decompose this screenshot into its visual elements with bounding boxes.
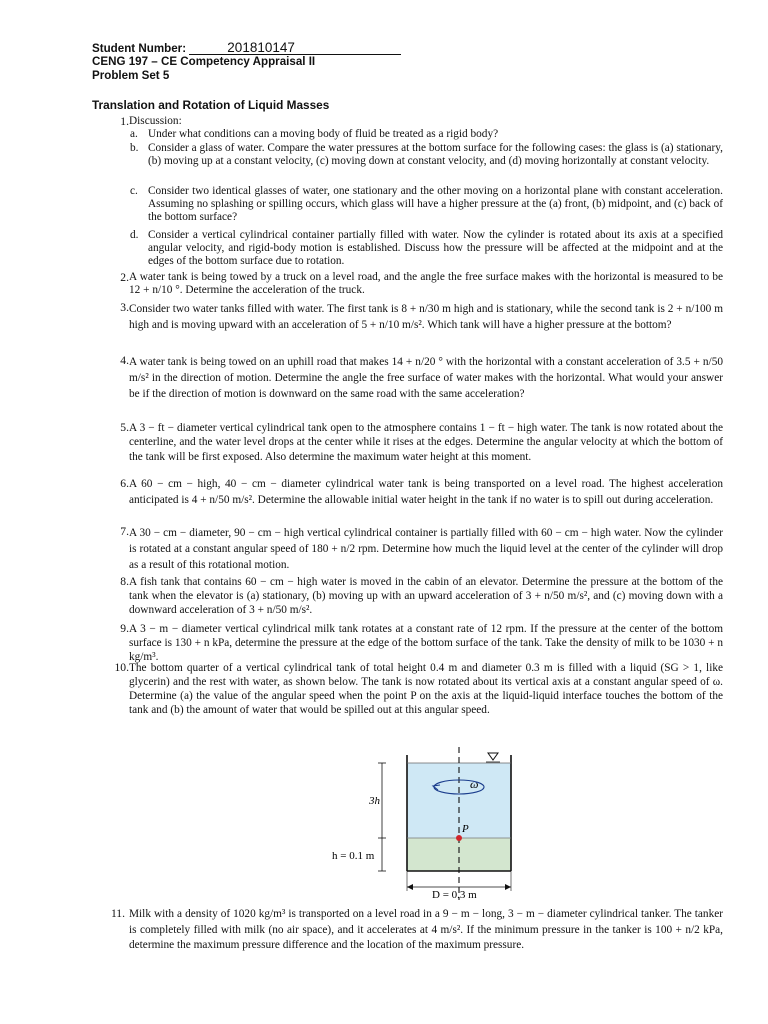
problem-text: Milk with a density of 1020 kg/m³ is transported on a level road in a 9 − m − long, 3 − m − diameter cylindrical tanker. The tanker is completely filled with milk (no air space), and it accelerates at 4 m/s². If the minimum pressure in the tanker is 100 + n/2 kPa, determine the maximum pressure difference and the location of the maximum pressure. — [129, 908, 723, 952]
problem-text: A water tank is being towed by a truck on a level road, and the angle the free surface makes with the horizontal is measured to be 12 + n/10 °. Determine the acceleration of the truck. — [129, 271, 723, 297]
student-number-label: Student Number — [92, 42, 183, 55]
problem-text: A 60 − cm − high, 40 − cm − diameter cylindrical water tank is being transported on a level road. The highest acceleration anticipated is 4 + n/50 m/s². Determine the allowable initial water height in the tank if no water is to spill out during acceleration. — [129, 478, 723, 506]
problem-number: 2. — [120, 271, 129, 284]
free-surface-marker-icon — [488, 753, 498, 760]
problem-text: A fish tank that contains 60 − cm − high water is moved in the cabin of an elevator. Determine the pressure at the bottom of the tank when the elevator is (a) stationary, (b) moving up with an upward acceleration of 3 + n/50 m/s², and (c) moving down with a downward acceleration of 3 + n/50 m/s². — [129, 576, 723, 617]
dimension-d-label: D = 0.3 m — [432, 889, 477, 901]
problem-number: 3. — [120, 301, 129, 314]
problem-set-title: Problem Set 5 — [92, 69, 170, 82]
subitem-letter: a. — [130, 128, 138, 140]
subitem-text: Under what conditions can a moving body of fluid be treated as a rigid body? — [148, 128, 499, 140]
problem-text: A water tank is being towed on an uphill road that makes 14 + n/20 ° with the horizontal with a constant acceleration of 3.5 + n/50 m/s² in the direction of motion. Determine the angle the free surface of water makes with the horizontal. What would your answer be if the direction of motion is downward on the same road with the same acceleration? — [129, 356, 723, 400]
problem-text: A 3 − ft − diameter vertical cylindrical tank open to the atmosphere contains 1 − ft − high water. The tank is now rotated about the centerline, and the water level drops at the center while it rises at the edges. Determine the angular velocity at which the bottom of the tank will be first exposed. Also determine the maximum water height at this moment. — [129, 422, 723, 463]
point-p-label: P — [462, 823, 469, 835]
student-number-value: 201810147 — [189, 41, 401, 55]
point-p — [456, 835, 462, 841]
subitem-text: Consider two identical glasses of water, one stationary and the other moving on a horizontal plane with constant acceleration. Assuming no splashing or spilling occurs, which glass will have a higher pressure at the (a) front, (b) midpoint, and (c) back of the bottom surface? — [148, 185, 723, 224]
problem-text: A 3 − m − diameter vertical cylindrical milk tank rotates at a constant rate of 12 rpm. If the pressure at the center of the bottom surface is 130 + n kPa, determine the pressure at the edge of the bottom surface of the tank. Take the density of milk to be 1030 + n kg/m³. — [129, 623, 723, 663]
problem-number: 8. — [120, 575, 129, 588]
subitem-letter: d. — [130, 229, 139, 241]
problem-number: 9. — [120, 622, 129, 635]
subitem-letter: c. — [130, 185, 138, 197]
problem-number: 5. — [120, 421, 129, 434]
dimension-h-label: h = 0.1 m — [332, 850, 375, 862]
rotating-tank-figure — [320, 745, 550, 905]
dimension-3h-label: 3h — [369, 795, 380, 807]
problem-number: 6. — [120, 477, 129, 490]
problem-text: A 30 − cm − diameter, 90 − cm − high vertical cylindrical container is partially filled with 60 − cm − high water. Now the cylinder is rotated at a constant angular speed of 180 + n/2 rpm. Determine how much the liquid level at the center of the cylinder will drop as a result of this rotational motion. — [129, 527, 723, 571]
subitem-letter: b. — [130, 142, 139, 154]
problem-number: 11. — [110, 907, 125, 920]
omega-label: ω — [470, 777, 479, 791]
subitem-text: Consider a glass of water. Compare the water pressures at the bottom surface for the following cases: the glass is (a) stationary, (b) moving up at a constant velocity, (c) moving down at constant velocity, and (d) moving horizontally at constant velocity. — [148, 142, 723, 168]
problem-text: Discussion: — [129, 115, 182, 127]
problem-number: 10. — [114, 661, 129, 674]
problem-number: 4. — [120, 354, 129, 367]
problem-number: 1. — [120, 115, 129, 128]
student-number-line: Student Number: 201810147 — [92, 41, 401, 55]
problem-number: 7. — [120, 525, 129, 538]
section-title: Translation and Rotation of Liquid Masses — [92, 98, 330, 112]
problem-text: Consider two water tanks filled with water. The first tank is 8 + n/30 m high and is stationary, while the second tank is 2 + n/100 m high and is moving upward with an acceleration of 5 + n/10 m/s². Which tank will have a higher pressure at the bottom? — [129, 303, 723, 331]
course-title: CENG 197 – CE Competency Appraisal II — [92, 55, 316, 68]
subitem-text: Consider a vertical cylindrical container partially filled with water. Now the cylinder is rotated about its axis at a specified angular velocity, and rigid-body motion is established. Discuss how the pressure will be affected at the midpoint and at the edges of the bottom surface due to rotation. — [148, 229, 723, 268]
problem-text: The bottom quarter of a vertical cylindrical tank of total height 0.4 m and diameter 0.3 m is filled with a liquid (SG > 1, like glycerin) and the rest with water, as shown below. The tank is now rotated about its vertical axis at a constant angular speed of ω. Determine (a) the value of the angular speed when the point P on the axis at the liquid-liquid interface touches the bottom of the tank and (b) the amount of water that would be spilled out at this angular speed. — [129, 662, 723, 716]
